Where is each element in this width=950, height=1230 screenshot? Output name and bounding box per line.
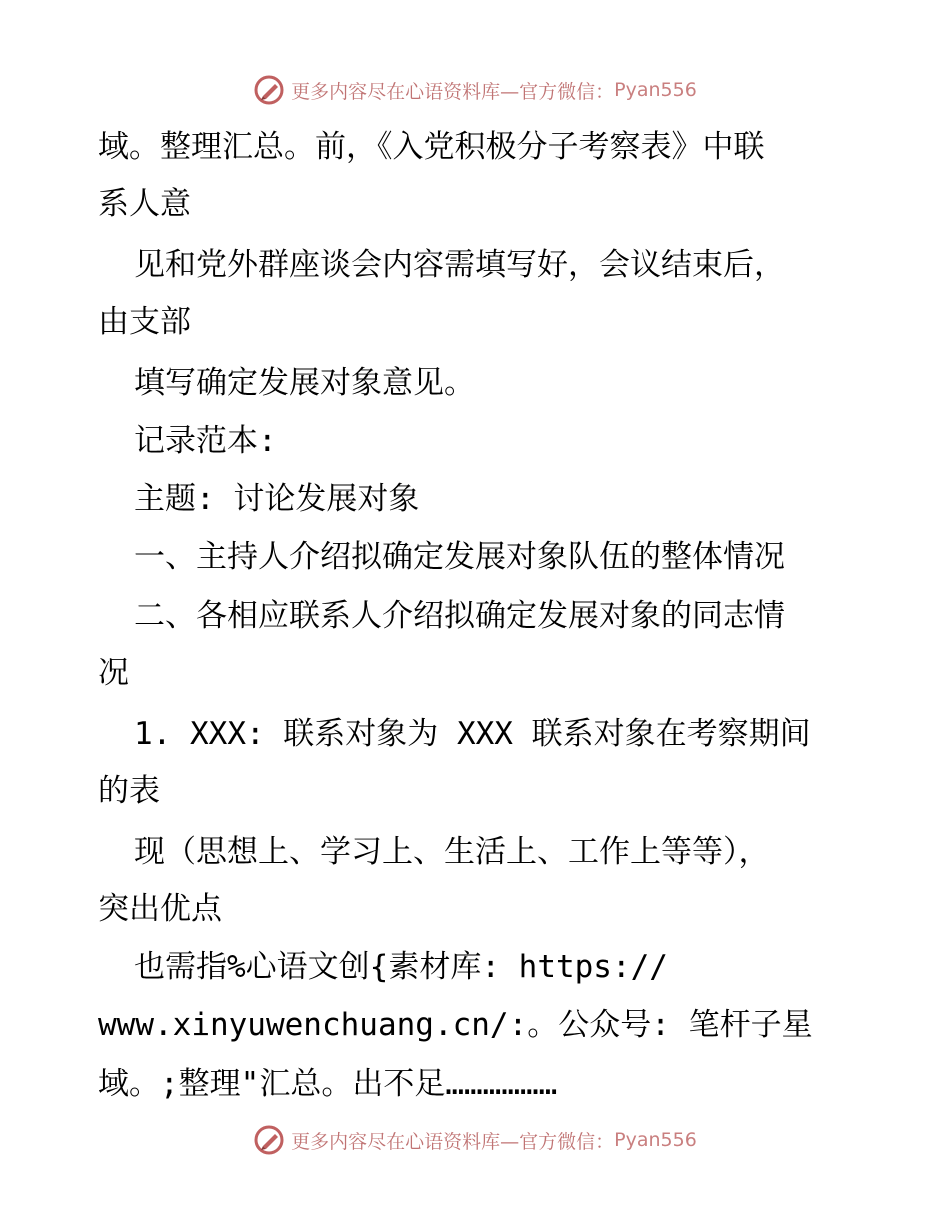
body-line: 域。;整理"汇总。出不足……………… (98, 1066, 558, 1102)
pen-logo-icon (253, 74, 285, 106)
body-line: 一、主持人介绍拟确定发展对象队伍的整体情况 (134, 539, 785, 575)
body-line: 突出优点 (98, 891, 222, 927)
body-line: 系人意 (98, 186, 191, 222)
watermark-text: 更多内容尽在心语资料库—官方微信： (291, 1130, 615, 1153)
watermark-handle: Pyan556 (614, 1129, 697, 1151)
body-line: 记录范本: (134, 423, 277, 459)
watermark-handle: Pyan556 (614, 79, 697, 101)
body-line: 见和党外群座谈会内容需填写好，会议结束后， (134, 247, 785, 283)
body-line: 由支部 (98, 304, 191, 340)
body-line: 现（思想上、学习上、生活上、工作上等等）， (134, 834, 770, 870)
body-line: 1. XXX: 联系对象为 XXX 联系对象在考察期间 (134, 716, 811, 752)
body-line: www.xinyuwenchuang.cn/:。公众号: 笔杆子星 (98, 1007, 813, 1043)
pen-logo-icon (253, 1124, 285, 1156)
body-line: 域。整理汇总。前，《入党积极分子考察表》中联 (98, 129, 765, 165)
body-line: 主题: 讨论发展对象 (134, 481, 420, 517)
body-line: 的表 (98, 773, 160, 809)
body-line: 也需指%心语文创{素材库: https:// (134, 949, 668, 985)
body-line: 填写确定发展对象意见。 (134, 365, 475, 401)
header-watermark (0, 70, 950, 110)
watermark-text: 更多内容尽在心语资料库—官方微信： (291, 80, 615, 103)
body-line: 二、各相应联系人介绍拟确定发展对象的同志情 (134, 598, 785, 634)
body-line: 况 (98, 655, 129, 691)
footer-watermark (0, 1120, 950, 1160)
